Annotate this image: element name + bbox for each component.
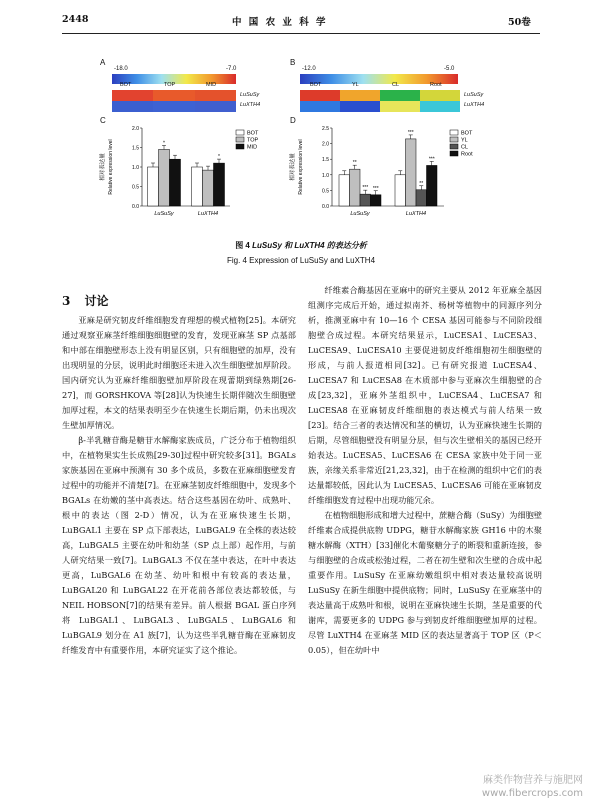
heatmap-a-cell — [112, 90, 153, 101]
heatmap-a-cell — [153, 101, 194, 112]
legend-label: BOT — [247, 130, 259, 137]
paragraph: β-半乳糖苷酶是糖苷水解酶家族成员，广泛分布于植物组织中，在植物果实生长成熟[29-30]过程中研究较多[31]。BGALs 家族基因在亚麻中预测有 30 多个成员，多数在亚麻细胞壁发育过程中的功能并不清楚[7]。在亚麻茎韧皮纤维细胞中，发现多个 BGALs 在幼嫩的茎中高表达。结合这些基因在幼叶、成熟叶、根中的表达（图 2-D）情况，认为在亚麻快速生长期，LuBGAL1 主要在 SP 点下部表达，LuBGAL9 在全株的表达较高，LuBGAL5 主要在幼叶和幼茎（SP 点上部）起作用，与前人研究结果一致[7]。LuBGAL3 不仅在茎中表达，在叶中表达更高，LuBGAL6 在幼茎、幼叶和根中有较高的表达量，LuBGAL20 和 LuBGAL22 在开花前各部位表达都较低，与 NEIL HOBSON[7]的结果有差异。前人根据 BGAL 蛋白序列将 LuBGAL1、LuBGAL3、LuBGAL5、LuBGAL6 和 LuBGAL9 划分在 A1 族[7]，认为这些半乳糖苷酶在亚麻韧皮纤维发育中有重要作用，本研究证实了这个推论。 — [62, 435, 296, 655]
header-rule — [62, 33, 540, 34]
caption-cn — [62, 240, 540, 251]
heatmap-b-col-3: CL — [392, 82, 400, 88]
x-category-label: LuXTH4 — [405, 211, 427, 217]
legend-label: CL — [461, 144, 469, 151]
heatmap-b-cell — [300, 90, 340, 101]
heatmap-b-row-1 — [300, 90, 460, 101]
section-title: 讨论 — [84, 294, 109, 308]
section-heading — [62, 292, 109, 309]
scale-b-min: -12.0 — [302, 66, 316, 72]
heatmap-b-col-1: BOT — [310, 82, 322, 88]
panel-letter-b: B — [290, 58, 296, 67]
y-tick-label: 2.5 — [322, 126, 329, 132]
left-column — [62, 313, 296, 658]
significance-mark: ** — [419, 180, 424, 187]
caption-cn-text: LuSuSy 和 LuXTH4 的表达分析 — [252, 241, 367, 250]
bar — [350, 169, 361, 206]
heatmap-b-row-2 — [300, 101, 460, 112]
page-number: 2448 — [62, 14, 89, 25]
bar — [406, 139, 417, 206]
caption-cn-prefix: 图 4 — [235, 241, 250, 250]
legend-swatch — [236, 130, 244, 135]
heatmap-a-row-1 — [112, 90, 236, 101]
legend-swatch — [236, 137, 244, 142]
heatmap-a-col-2: TOP — [164, 82, 176, 88]
heatmap-a-cell — [195, 101, 236, 112]
journal-name: 中 国 农 业 科 学 — [232, 17, 328, 28]
heatmap-a-row-label-2: LuXTH4 — [240, 102, 261, 108]
heatmap-a-col-3: MID — [206, 82, 217, 88]
y-tick-label: 1.0 — [132, 165, 139, 171]
significance-mark: * — [218, 154, 220, 161]
bar — [371, 195, 382, 206]
heatmap-b-cell — [300, 101, 340, 112]
legend-label: BOT — [461, 130, 473, 137]
heatmap-b-row-label-1: LuSuSy — [464, 92, 484, 98]
panel-letter-a: A — [100, 58, 106, 67]
scale-b-max: -5.0 — [444, 66, 455, 72]
y-tick-label: 0.0 — [132, 204, 139, 210]
y-tick-label: 0.5 — [132, 184, 139, 191]
legend-swatch — [450, 144, 458, 149]
paragraph: 纤维素合酶基因在亚麻中的研究主要从 2012 年亚麻全基因组测序完成后开始，通过拟南芥、杨树等植物中的同源序列分析，推测亚麻中有 10—16 个 CESA 基因可能参与不同阶段细胞壁合成过程。本研究结果显示，LuCESA1、LuCESA3、LuCESA9、LuCESA10 主要促进韧皮纤维细胞初生细胞壁的形成，与前人报道相同[32]。已有研究报道 LuCESA4、LuCESA7 和 LuCESA8 在木质部中参与亚麻次生细胞壁的合成[23,32]，亚麻外茎组织中，LuCESA4、LuCESA7 和 LuCESA8 在亚麻韧皮纤维细胞的表达模式与前人结果一致[23]。结合三者的表达情况和茎的横切，认为亚麻快速生长期的后期，尽管细胞壁没有明显分层，但与次生壁相关的基因已经开始表达。LuCESA5、LuCESA6 在 CESA 家族中处于同一亚族，亲缘关系非常近[21,23,32]，由于在检测的组织中它们的表达量都较低，因此认为 LuCESA5、LuCESA6 可能在亚麻韧皮纤维细胞发育过程中出现功能冗余。 — [308, 285, 542, 505]
x-category-label: LuSuSy — [154, 211, 174, 217]
legend-swatch — [450, 137, 458, 142]
scale-a-max: -7.0 — [226, 66, 237, 72]
bar — [427, 165, 438, 206]
bar — [360, 194, 371, 206]
volume: 50卷 — [508, 17, 531, 28]
heatmap-a-cell — [112, 101, 153, 112]
x-category-label: LuSuSy — [350, 211, 370, 217]
bar — [170, 159, 181, 206]
y-tick-label: 1.5 — [132, 145, 139, 152]
bar — [203, 170, 214, 206]
bar-chart-d — [286, 122, 500, 220]
heatmap-a-cell — [153, 90, 194, 101]
y-axis-label-en: Relative expression level — [298, 139, 304, 195]
x-category-label: LuXTH4 — [197, 211, 219, 217]
significance-mark: *** — [428, 156, 435, 163]
bar — [148, 167, 159, 206]
significance-mark: ** — [352, 160, 357, 167]
heatmap-b-cell — [380, 101, 420, 112]
y-axis-label-cn: 相对表达量 — [290, 153, 296, 181]
y-tick-label: 1.5 — [322, 157, 329, 164]
bar — [192, 167, 203, 206]
bar — [214, 163, 225, 206]
watermark-line-2: www.fibercrops.com — [481, 788, 583, 799]
watermark-line-1: 麻类作物营养与施肥网 — [483, 775, 583, 786]
y-tick-label: 0.0 — [322, 204, 329, 210]
bar-chart-c — [96, 122, 286, 220]
right-column — [308, 283, 542, 658]
significance-mark: *** — [362, 185, 369, 192]
heatmap-a-col-1: BOT — [120, 82, 132, 88]
heatmap-b-cell — [380, 90, 420, 101]
heatmap-a-row-label-1: LuSuSy — [240, 92, 260, 98]
heatmap-b-col-4: Root — [430, 82, 442, 88]
significance-mark: *** — [372, 185, 379, 192]
heatmap-b-cell — [340, 101, 380, 112]
section-number: 3 — [62, 294, 71, 308]
y-tick-label: 0.5 — [322, 188, 329, 195]
legend-swatch — [450, 130, 458, 135]
caption-en: Fig. 4 Expression of LuSuSy and LuXTH4 — [226, 256, 376, 265]
paragraph: 在植物细胞形成和增大过程中，蔗糖合酶（SuSy）为细胞壁纤维素合成提供底物 UDPG，糖苷水解酶家族 GH16 中的木聚糖水解酶（XTH）[33]催化木葡聚糖分子的断裂和重新连接，参与细胞壁的合成或松弛过程，二者在初生壁和次生壁的合成中起重要作用。LuSuSy 在亚麻幼嫩组织中相对表达量较高说明 LuSuSy 在新生细胞中提供底物；同时，LuSuSy 在亚麻茎中的表达量高于成熟叶和根，说明在亚麻快速生长期，茎是重要的代谢库，需要更多的 UDPG 参与到韧皮纤维细胞壁加厚的过程。尽管 LuXTH4 在亚麻茎 MID 区的表达显著高于 TOP 区（P＜0.05），但在幼叶中 — [308, 510, 543, 655]
significance-mark: *** — [407, 129, 414, 136]
scale-a-min: -18.0 — [114, 66, 128, 72]
legend-swatch — [236, 144, 244, 149]
bar — [339, 175, 350, 206]
panel-letter-c: C — [100, 116, 106, 125]
bar — [416, 190, 427, 206]
y-tick-label: 1.0 — [322, 172, 329, 179]
heatmap-b-col-2: YL — [352, 82, 359, 88]
heatmap-a-cell — [195, 90, 236, 101]
panel-letter-d: D — [290, 116, 296, 125]
heatmap-b-cell — [340, 90, 380, 101]
heatmap-b-cell — [420, 90, 460, 101]
heatmap-b-row-label-2: LuXTH4 — [464, 102, 485, 108]
significance-mark: * — [163, 140, 165, 147]
legend-label: Root — [461, 151, 473, 158]
heatmap-a-row-2 — [112, 101, 236, 112]
y-tick-label: 2.0 — [322, 141, 329, 148]
bar — [395, 175, 406, 206]
legend-label: YL — [461, 137, 468, 144]
y-tick-label: 2.0 — [132, 126, 139, 132]
legend-swatch — [450, 151, 458, 156]
y-axis-label-cn: 相对表达量 — [100, 153, 106, 181]
bar — [159, 149, 170, 206]
legend-label: TOP — [247, 137, 259, 144]
y-axis-label-en: Relative expression level — [108, 139, 114, 195]
paragraph: 亚麻是研究韧皮纤维细胞发育理想的模式植物[25]。本研究通过观察亚麻茎纤维细胞细胞壁的发育，发现亚麻茎 SP 点基部和中部在细胞壁形态上没有明显区别，只有细胞壁的加厚，没有出现明显的分层，说明此时细胞还未进入次生细胞壁加厚阶段。国内研究认为亚麻纤维细胞壁加厚阶段在现蕾期到绿熟期[26-27]，而 GORSHKOVA 等[28]认为快速生长期伴随次生细胞壁加厚过程，本文的结果表明至少在快速生长期后期，仍未出现次生壁加厚情况。 — [62, 315, 296, 430]
watermark — [482, 774, 583, 800]
heatmap-b-cell — [420, 101, 460, 112]
legend-label: MID — [247, 144, 258, 151]
